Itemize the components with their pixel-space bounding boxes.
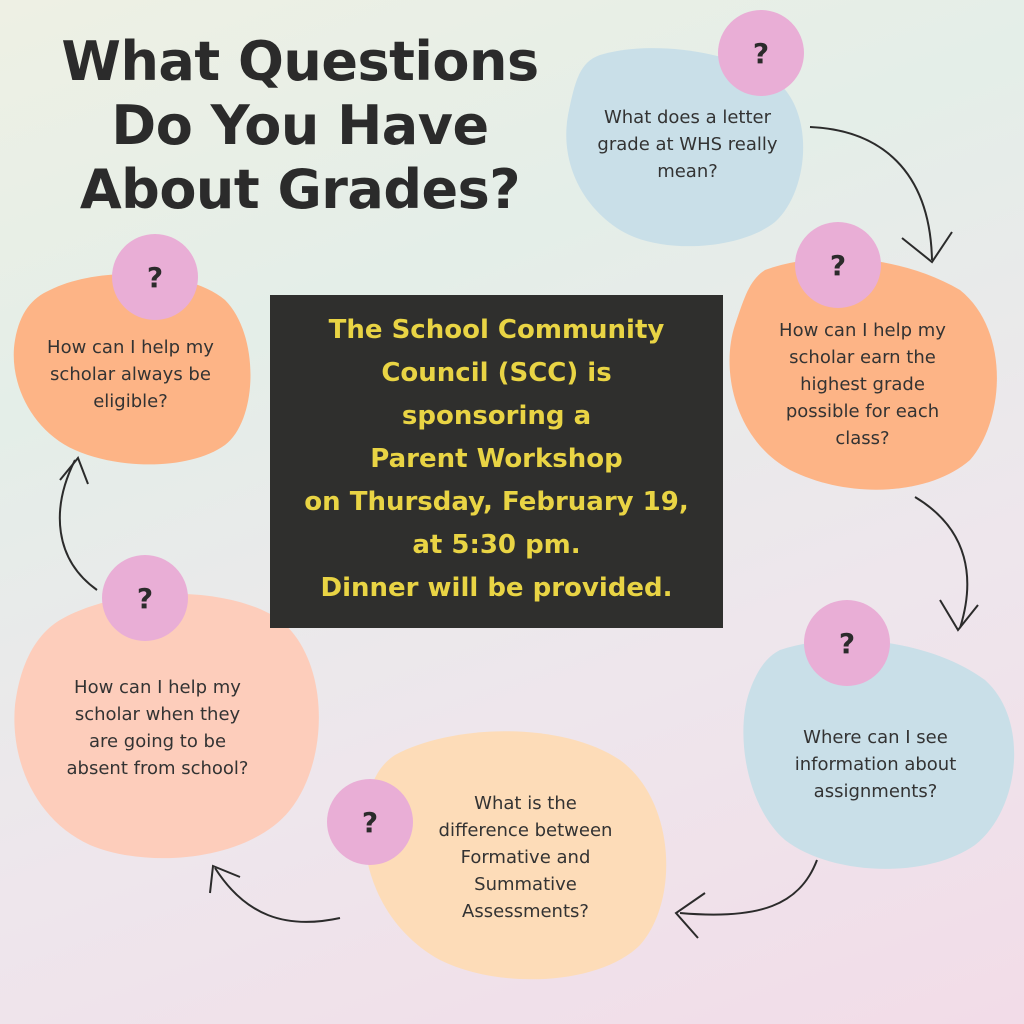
question-line: possible for each — [785, 401, 940, 422]
question-badge-5: ? — [102, 555, 188, 641]
question-badge-6: ? — [112, 234, 198, 320]
question-line: How can I help my — [47, 337, 214, 358]
arrow-2 — [915, 497, 967, 628]
question-line: highest grade — [800, 374, 925, 395]
title-line-2: Do You Have — [111, 94, 489, 157]
announcement-line: sponsoring a — [401, 401, 592, 431]
question-line: grade at WHS really — [597, 134, 778, 155]
announcement-line: on Thursday, February 19, — [304, 487, 689, 517]
question-line: Where can I see — [803, 727, 948, 748]
title-line-1: What Questions — [61, 30, 539, 93]
announcement-line: Council (SCC) is — [381, 358, 612, 388]
question-badge-2: ? — [795, 222, 881, 308]
arrow-3 — [680, 860, 817, 915]
announcement-line: The School Community — [328, 315, 665, 345]
question-line: assignments? — [813, 781, 938, 802]
question-badge-1: ? — [718, 10, 804, 96]
announcement-line: at 5:30 pm. — [412, 530, 581, 560]
question-badge-3: ? — [804, 600, 890, 686]
question-line: How can I help my — [779, 320, 946, 341]
question-line: Assessments? — [462, 901, 589, 922]
arrow-3-head — [676, 893, 705, 938]
arrow-1-head — [902, 232, 952, 262]
question-line: Formative and — [460, 847, 591, 868]
arrow-5 — [60, 460, 97, 590]
arrow-4-head — [210, 866, 240, 893]
question-formative-summative — [413, 790, 638, 925]
question-badge-4: ? — [327, 779, 413, 865]
question-highest-grade — [750, 317, 975, 452]
arrow-5-head — [60, 458, 88, 484]
title-line-3: About Grades? — [79, 158, 521, 221]
question-line: How can I help my — [74, 677, 241, 698]
question-line: scholar earn the — [789, 347, 936, 368]
workshop-announcement — [270, 295, 723, 628]
question-assignments — [763, 724, 988, 805]
question-line: What is the — [474, 793, 577, 814]
question-line: absent from school? — [66, 758, 249, 779]
question-line: information about — [794, 754, 957, 775]
question-line: Summative — [474, 874, 577, 895]
question-line: class? — [835, 428, 890, 449]
question-grade-meaning — [575, 104, 800, 185]
question-eligible — [18, 334, 243, 415]
question-line: mean? — [657, 161, 718, 182]
arrow-2-head — [940, 600, 978, 630]
question-line: are going to be — [88, 731, 227, 752]
question-line: scholar when they — [74, 704, 241, 725]
question-line: What does a letter — [603, 107, 772, 128]
announcement-line: Parent Workshop — [370, 444, 623, 474]
question-line: eligible? — [93, 391, 168, 412]
question-absent — [45, 674, 270, 782]
arrow-4 — [215, 868, 340, 922]
announcement-line: Dinner will be provided. — [320, 573, 673, 603]
question-line: difference between — [438, 820, 613, 841]
question-line: scholar always be — [50, 364, 211, 385]
